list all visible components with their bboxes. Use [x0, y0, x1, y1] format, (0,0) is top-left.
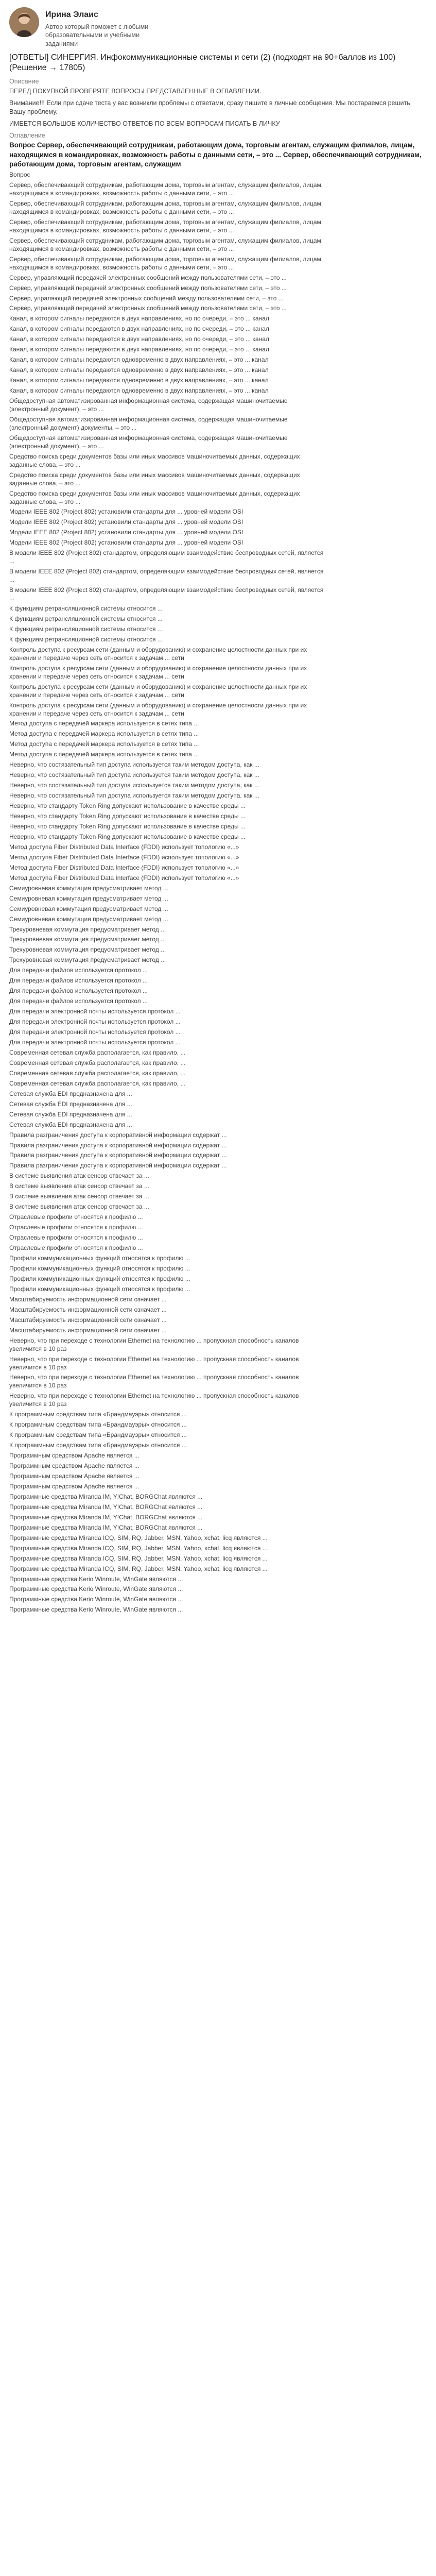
question-item: Неверно, что при переходе с технологии Ethernet на технологию ... пропускная способность каналов увеличится в 10 раз [9, 1392, 299, 1408]
question-item: Сетевая служба EDI предназначена для ... [9, 1121, 132, 1128]
question-item: Программные средства Kerio Winroute, WinGate являются ... [9, 1596, 183, 1603]
question-item: Метод доступа Fiber Distributed Data Interface (FDDI) использует топологию «...» [9, 863, 239, 871]
question-item: В модели IEEE 802 (Project 802) стандартом, определяющим взаимодействие беспроводных сетей, является ... [9, 586, 324, 602]
question-item: Сервер, обеспечивающий сотрудникам, работающим дома, торговым агентам, служащим филиалов, лицам, находящимся в командировках, возможность работы с данными сети, – это ... [9, 218, 323, 234]
description-line: ПЕРЕД ПОКУПКОЙ ПРОВЕРЯТЕ ВОПРОСЫ ПРЕДСТАВЛЕННЫЕ В ОГЛАВЛЕНИИ. [9, 88, 261, 95]
question-item: Для передачи электронной почты используется протокол ... [9, 1018, 181, 1026]
question-item: Сетевая служба EDI предназначена для ... [9, 1090, 132, 1097]
question-item: Для передачи электронной почты используется протокол ... [9, 1008, 181, 1015]
question-list [9, 181, 427, 1614]
question-item: Сервер, обеспечивающий сотрудникам, работающим дома, торговым агентам, служащим филиалов, лицам, находящимся в командировках, возможность работы с данными сети, – это ... [9, 236, 323, 252]
question-item: Модели IEEE 802 (Project 802) установили стандарты для ... уровней модели OSI [9, 508, 243, 516]
author-description: Автор который поможет с любыми образовательными и учебными заданиями [45, 23, 149, 48]
question-item: Неверно, что стандарту Token Ring допускают использование в качестве среды ... [9, 822, 246, 830]
question-item: Программные средства Miranda ICQ, SIM, RQ, Jabber, MSN, Yahoo, xchat, licq являются ... [9, 1534, 268, 1541]
question-item: Канал, в котором сигналы передаются в двух направлениях, но по очереди, – это ... канал [9, 315, 269, 323]
question-item: Трехуровневая коммутация предусматривает метод ... [9, 956, 166, 964]
question-item: Для передачи файлов используется протокол ... [9, 977, 148, 985]
question-item: Профили коммуникационных функций относятся к профилю ... [9, 1285, 190, 1293]
author-name[interactable]: Ирина Элаис [45, 10, 98, 19]
question-item: Программные средства Miranda IM, Y!Chat, BORGChat являются ... [9, 1513, 203, 1521]
description-block [9, 87, 427, 128]
question-item: Современная сетевая служба располагается, как правило, ... [9, 1069, 186, 1077]
question-item: Для передачи электронной почты используется протокол ... [9, 1039, 181, 1046]
question-item: Сервер, обеспечивающий сотрудникам, работающим дома, торговым агентам, служащим филиалов, лицам, находящимся в командировках, возможность работы с данными сети, – это ... [9, 199, 323, 215]
question-item: Сервер, обеспечивающий сотрудникам, работающим дома, торговым агентам, служащим филиалов, лицам, находящимся в командировках, возможность работы с данными сети, – это ... [9, 181, 323, 197]
question-item: Неверно, что состязательный тип доступа используется таким методом доступа, как ... [9, 761, 259, 769]
question-item: Метод доступа с передачей маркера используется в сетях типа ... [9, 751, 199, 758]
question-item: Для передачи файлов используется протокол ... [9, 997, 148, 1005]
question-item: Профили коммуникационных функций относятся к профилю ... [9, 1255, 190, 1262]
question-item: Сервер, упраляющий передачей электронных сообщений между пользователями сети, – это ... [9, 294, 284, 302]
question-item: Средство поиска среди документов базы или иных массивов машиночитаемых данных, содержащих заданные слова, – это ... [9, 471, 300, 487]
question-item: Сервер, управляющий передачей электронных сообщений между пользователями сети, – это ... [9, 274, 287, 281]
question-item: К функциям ретрансляционной системы относится ... [9, 635, 163, 643]
question-item: Средство поиска среди документов базы или иных массивов машиночитаемых данных, содержащих заданные слова, – это ... [9, 452, 300, 468]
question-item: Канал, в котором сигналы передаются одновременно в двух направлениях, – это ... канал [9, 356, 269, 364]
question-item: Правила разграничения доступа к корпоративной информации содержат ... [9, 1151, 227, 1159]
avatar-image [9, 7, 39, 37]
question-item: Канал, в котором сигналы передаются одновременно в двух направлениях, – это ... канал [9, 387, 269, 395]
question-item: Модели IEEE 802 (Project 802) установили стандарты для ... уровней модели OSI [9, 518, 243, 526]
page-title: [ОТВЕТЫ] СИНЕРГИЯ. Инфокоммуникационные системы и сети (2) (подходят на 90+баллов из 100) (Решение → 17805) [9, 53, 396, 73]
question-item: Масштабируемость информационной сети означает ... [9, 1295, 167, 1303]
question-item: Современная сетевая служба располагается, как правило, ... [9, 1079, 186, 1087]
question-item: Для передачи электронной почты используется протокол ... [9, 1028, 181, 1036]
question-item: Программным средством Apache является ... [9, 1462, 139, 1470]
question-item: Масштабируемость информационной сети означает ... [9, 1316, 167, 1324]
question-item: Программные средства Miranda IM, Y!Chat, BORGChat являются ... [9, 1493, 203, 1500]
question-item: Неверно, что состязательный тип доступа используется таким методом доступа, как ... [9, 771, 259, 779]
question-item: Трехуровневая коммутация предусматривает метод ... [9, 925, 166, 933]
question-item: Контроль доступа к ресурсам сети (данным и оборудованию) и сохранение целостности данных при их хранении и передаче через сеть относится к задачам ... сети [9, 701, 307, 717]
question-item: Сетевая служба EDI предназначена для ... [9, 1100, 132, 1108]
question-item: Неверно, что при переходе с технологии Ethernet на технологию ... пропускная способность каналов увеличится в 10 раз [9, 1336, 299, 1352]
question-item: Неверно, что стандарту Token Ring допускают использование в качестве среды ... [9, 812, 246, 820]
question-item: В системе выявления атак сенсор отвечает за ... [9, 1203, 149, 1211]
question-item: Сервер, управляющий передачей электронных сообщений между пользователями сети, – это ... [9, 304, 287, 312]
question-item: Профили коммуникационных функций относятся к профилю ... [9, 1264, 190, 1272]
question-item: Модели IEEE 802 (Project 802) установили стандарты для ... уровней модели OSI [9, 539, 243, 547]
question-item: Контроль доступа к ресурсам сети (данным и оборудованию) и сохранение целостности данных при их хранении и передаче через сеть относится к задачам ... сети [9, 646, 307, 662]
question-item: Канал, в котором сигналы передаются в двух направлениях, но по очереди, – это ... канал [9, 335, 269, 343]
description-line: Внимание!!! Если при сдаче теста у вас возникли проблемы с ответами, сразу пишите в личные сообщения. Мы постараемся решить Вашу проблему. [9, 99, 410, 115]
question-item: Для передачи файлов используется протокол ... [9, 967, 148, 974]
question-item: Сервер, обеспечивающий сотрудникам, работающим дома, торговым агентам, служащим филиалов, лицам, находящимся в командировках, возможность работы с данными сети, – это ... [9, 255, 323, 271]
question-item: Канал, в котором сигналы передаются в двух направлениях, но по очереди, – это ... канал [9, 346, 269, 353]
question-item: В системе выявления атак сенсор отвечает за ... [9, 1182, 149, 1190]
question-item: Контроль доступа к ресурсам сети (данным и оборудованию) и сохранение целостности данных при их хранении и передаче через сеть относится к задачам ... сети [9, 683, 307, 699]
author-block [9, 7, 427, 48]
question-item: Канал, в котором сигналы передаются одновременно в двух направлениях, – это ... канал [9, 366, 269, 374]
question-item: Современная сетевая служба располагается, как правило, ... [9, 1048, 186, 1056]
question-item: Средство поиска среди документов базы или иных массивов машиночитаемых данных, содержащих заданные слова, – это ... [9, 489, 300, 505]
question-item: В системе выявления атак сенсор отвечает за ... [9, 1193, 149, 1200]
question-item: К программным средствам типа «Брандмауэры» относится ... [9, 1411, 187, 1418]
question-item: Общедоступная автоматизированная информационная система, содержащая машиночитаемые (электронный документ) документы, – это ... [9, 415, 288, 431]
question-item: К программным средствам типа «Брандмауэры» относится ... [9, 1421, 187, 1429]
question-item: Неверно, что стандарту Token Ring допускают использование в качестве среды ... [9, 833, 246, 840]
question-item: Трехуровневая коммутация предусматривает метод ... [9, 946, 166, 954]
question-item: Правила разграничения доступа к корпоративной информации содержат ... [9, 1141, 227, 1149]
question-item: Общедоступная автоматизированная информационная система, содержащая машиночитаемые (электронный документ), – это ... [9, 434, 288, 450]
question-item: Неверно, что состязательный тип доступа используется таким методом доступа, как ... [9, 782, 259, 789]
question-item: Отраслевые профили относятся к профилю ... [9, 1244, 143, 1252]
contents-label: Оглавление [9, 131, 45, 139]
question-item: Программным средством Apache является ... [9, 1472, 139, 1480]
question-item: К программным средствам типа «Брандмауэры» относится ... [9, 1431, 187, 1439]
question-item: К функциям ретрансляционной системы относится ... [9, 625, 163, 633]
question-item: Канал, в котором сигналы передаются в двух направлениях, но по очереди, – это ... канал [9, 325, 269, 333]
question-item: Неверно, что стандарту Token Ring допускают использование в качестве среды ... [9, 802, 246, 810]
question-item: Метод доступа Fiber Distributed Data Interface (FDDI) использует топологию «...» [9, 843, 239, 851]
question-word: Вопрос [9, 171, 30, 179]
question-item: Метод доступа Fiber Distributed Data Interface (FDDI) использует топологию «...» [9, 853, 239, 861]
question-item: Метод доступа с передачей маркера используется в сетях типа ... [9, 730, 199, 738]
question-item: Трехуровневая коммутация предусматривает метод ... [9, 936, 166, 943]
question-item: Модели IEEE 802 (Project 802) установили стандарты для ... уровней модели OSI [9, 529, 243, 536]
question-item: Правила разграничения доступа к корпоративной информации содержат ... [9, 1162, 227, 1170]
question-item: Масштабируемость информационной сети означает ... [9, 1326, 167, 1334]
question-item: Программные средства Kerio Winroute, WinGate являются ... [9, 1585, 183, 1593]
question-item: К функциям ретрансляционной системы относится ... [9, 605, 163, 613]
question-item: Программные средства Kerio Winroute, WinGate являются ... [9, 1575, 183, 1583]
question-item: Программные средства Miranda ICQ, SIM, RQ, Jabber, MSN, Yahoo, xchat, licq являются ... [9, 1544, 268, 1552]
question-item: Неверно, что состязательный тип доступа используется таким методом доступа, как ... [9, 792, 259, 800]
question-item: Для передачи файлов используется протокол ... [9, 987, 148, 995]
question-item: Неверно, что при переходе с технологии Ethernet на технологию ... пропускная способность каналов увеличится в 10 раз [9, 1355, 299, 1371]
question-item: Семиуровневая коммутация предусматривает метод ... [9, 905, 168, 912]
question-item: В модели IEEE 802 (Project 802) стандартом, определяющим взаимодействие беспроводных сетей, является ... [9, 549, 324, 565]
first-question-heading: Вопрос Сервер, обеспечивающий сотрудникам, работающим дома, торговым агентам, служащим филиалов, лицам, находящимся в командировках, возможность работы с данными сети, – это ... Сервер, обеспечивающий сотрудникам, работающим дома, торговым агентам, служащим [9, 141, 422, 168]
question-item: Программным средством Apache является ... [9, 1452, 139, 1460]
question-item: Контроль доступа к ресурсам сети (данным и оборудованию) и сохранение целостности данных при их хранении и передаче через сеть относится к задачам ... сети [9, 664, 307, 680]
question-item: Правила разграничения доступа к корпоративной информации содержат ... [9, 1131, 227, 1139]
question-item: В системе выявления атак сенсор отвечает за ... [9, 1172, 149, 1180]
question-item: Метод доступа с передачей маркера используется в сетях типа ... [9, 740, 199, 748]
question-item: Общедоступная автоматизированная информационная система, содержащая машиночитаемые (электронный документ), – это ... [9, 397, 288, 413]
question-item: Сервер, управляющий передачей электронных сообщений между пользователями сети, – это ... [9, 284, 287, 292]
question-item: Метод доступа с передачей маркера используется в сетях типа ... [9, 720, 199, 727]
description-label: Описание [9, 78, 39, 86]
question-item: Отраслевые профили относятся к профилю ... [9, 1234, 143, 1242]
question-item: Метод доступа Fiber Distributed Data Interface (FDDI) использует топологию «...» [9, 874, 239, 882]
question-item: Профили коммуникационных функций относятся к профилю ... [9, 1275, 190, 1282]
question-item: Программные средства Miranda IM, Y!Chat, BORGChat являются ... [9, 1523, 203, 1531]
question-item: Программные средства Kerio Winroute, WinGate являются ... [9, 1606, 183, 1614]
avatar[interactable] [9, 7, 39, 37]
question-item: Неверно, что при переходе с технологии Ethernet на технологию ... пропускная способность каналов увеличится в 10 раз [9, 1374, 299, 1389]
question-item: Программные средства Miranda ICQ, SIM, RQ, Jabber, MSN, Yahoo, xchat, licq являются ... [9, 1565, 268, 1572]
question-item: Семиуровневая коммутация предусматривает метод ... [9, 915, 168, 923]
question-item: В модели IEEE 802 (Project 802) стандартом, определяющим взаимодействие беспроводных сетей, является ... [9, 568, 324, 584]
question-item: Программные средства Miranda ICQ, SIM, RQ, Jabber, MSN, Yahoo, xchat, licq являются ... [9, 1554, 268, 1562]
question-item: Программным средством Apache является ... [9, 1482, 139, 1490]
question-item: К программным средствам типа «Брандмауэры» относится ... [9, 1442, 187, 1449]
question-item: Программные средства Miranda IM, Y!Chat, BORGChat являются ... [9, 1503, 203, 1511]
question-item: К функциям ретрансляционной системы относится ... [9, 615, 163, 622]
question-item: Современная сетевая служба располагается, как правило, ... [9, 1059, 186, 1066]
description-line: ИМЕЕТСЯ БОЛЬШОЕ КОЛИЧЕСТВО ОТВЕТОВ ПО ВСЕМ ВОПРОСАМ ПИСАТЬ В ЛИЧКУ [9, 120, 280, 127]
question-item: Масштабируемость информационной сети означает ... [9, 1306, 167, 1313]
question-item: Сетевая служба EDI предназначена для ... [9, 1110, 132, 1118]
question-item: Отраслевые профили относятся к профилю ... [9, 1224, 143, 1231]
question-item: Канал, в котором сигналы передаются одновременно в двух направлениях, – это ... канал [9, 377, 269, 384]
question-item: Семиуровневая коммутация предусматривает метод ... [9, 894, 168, 902]
question-item: Семиуровневая коммутация предусматривает метод ... [9, 884, 168, 892]
question-item: Отраслевые профили относятся к профилю ... [9, 1213, 143, 1221]
